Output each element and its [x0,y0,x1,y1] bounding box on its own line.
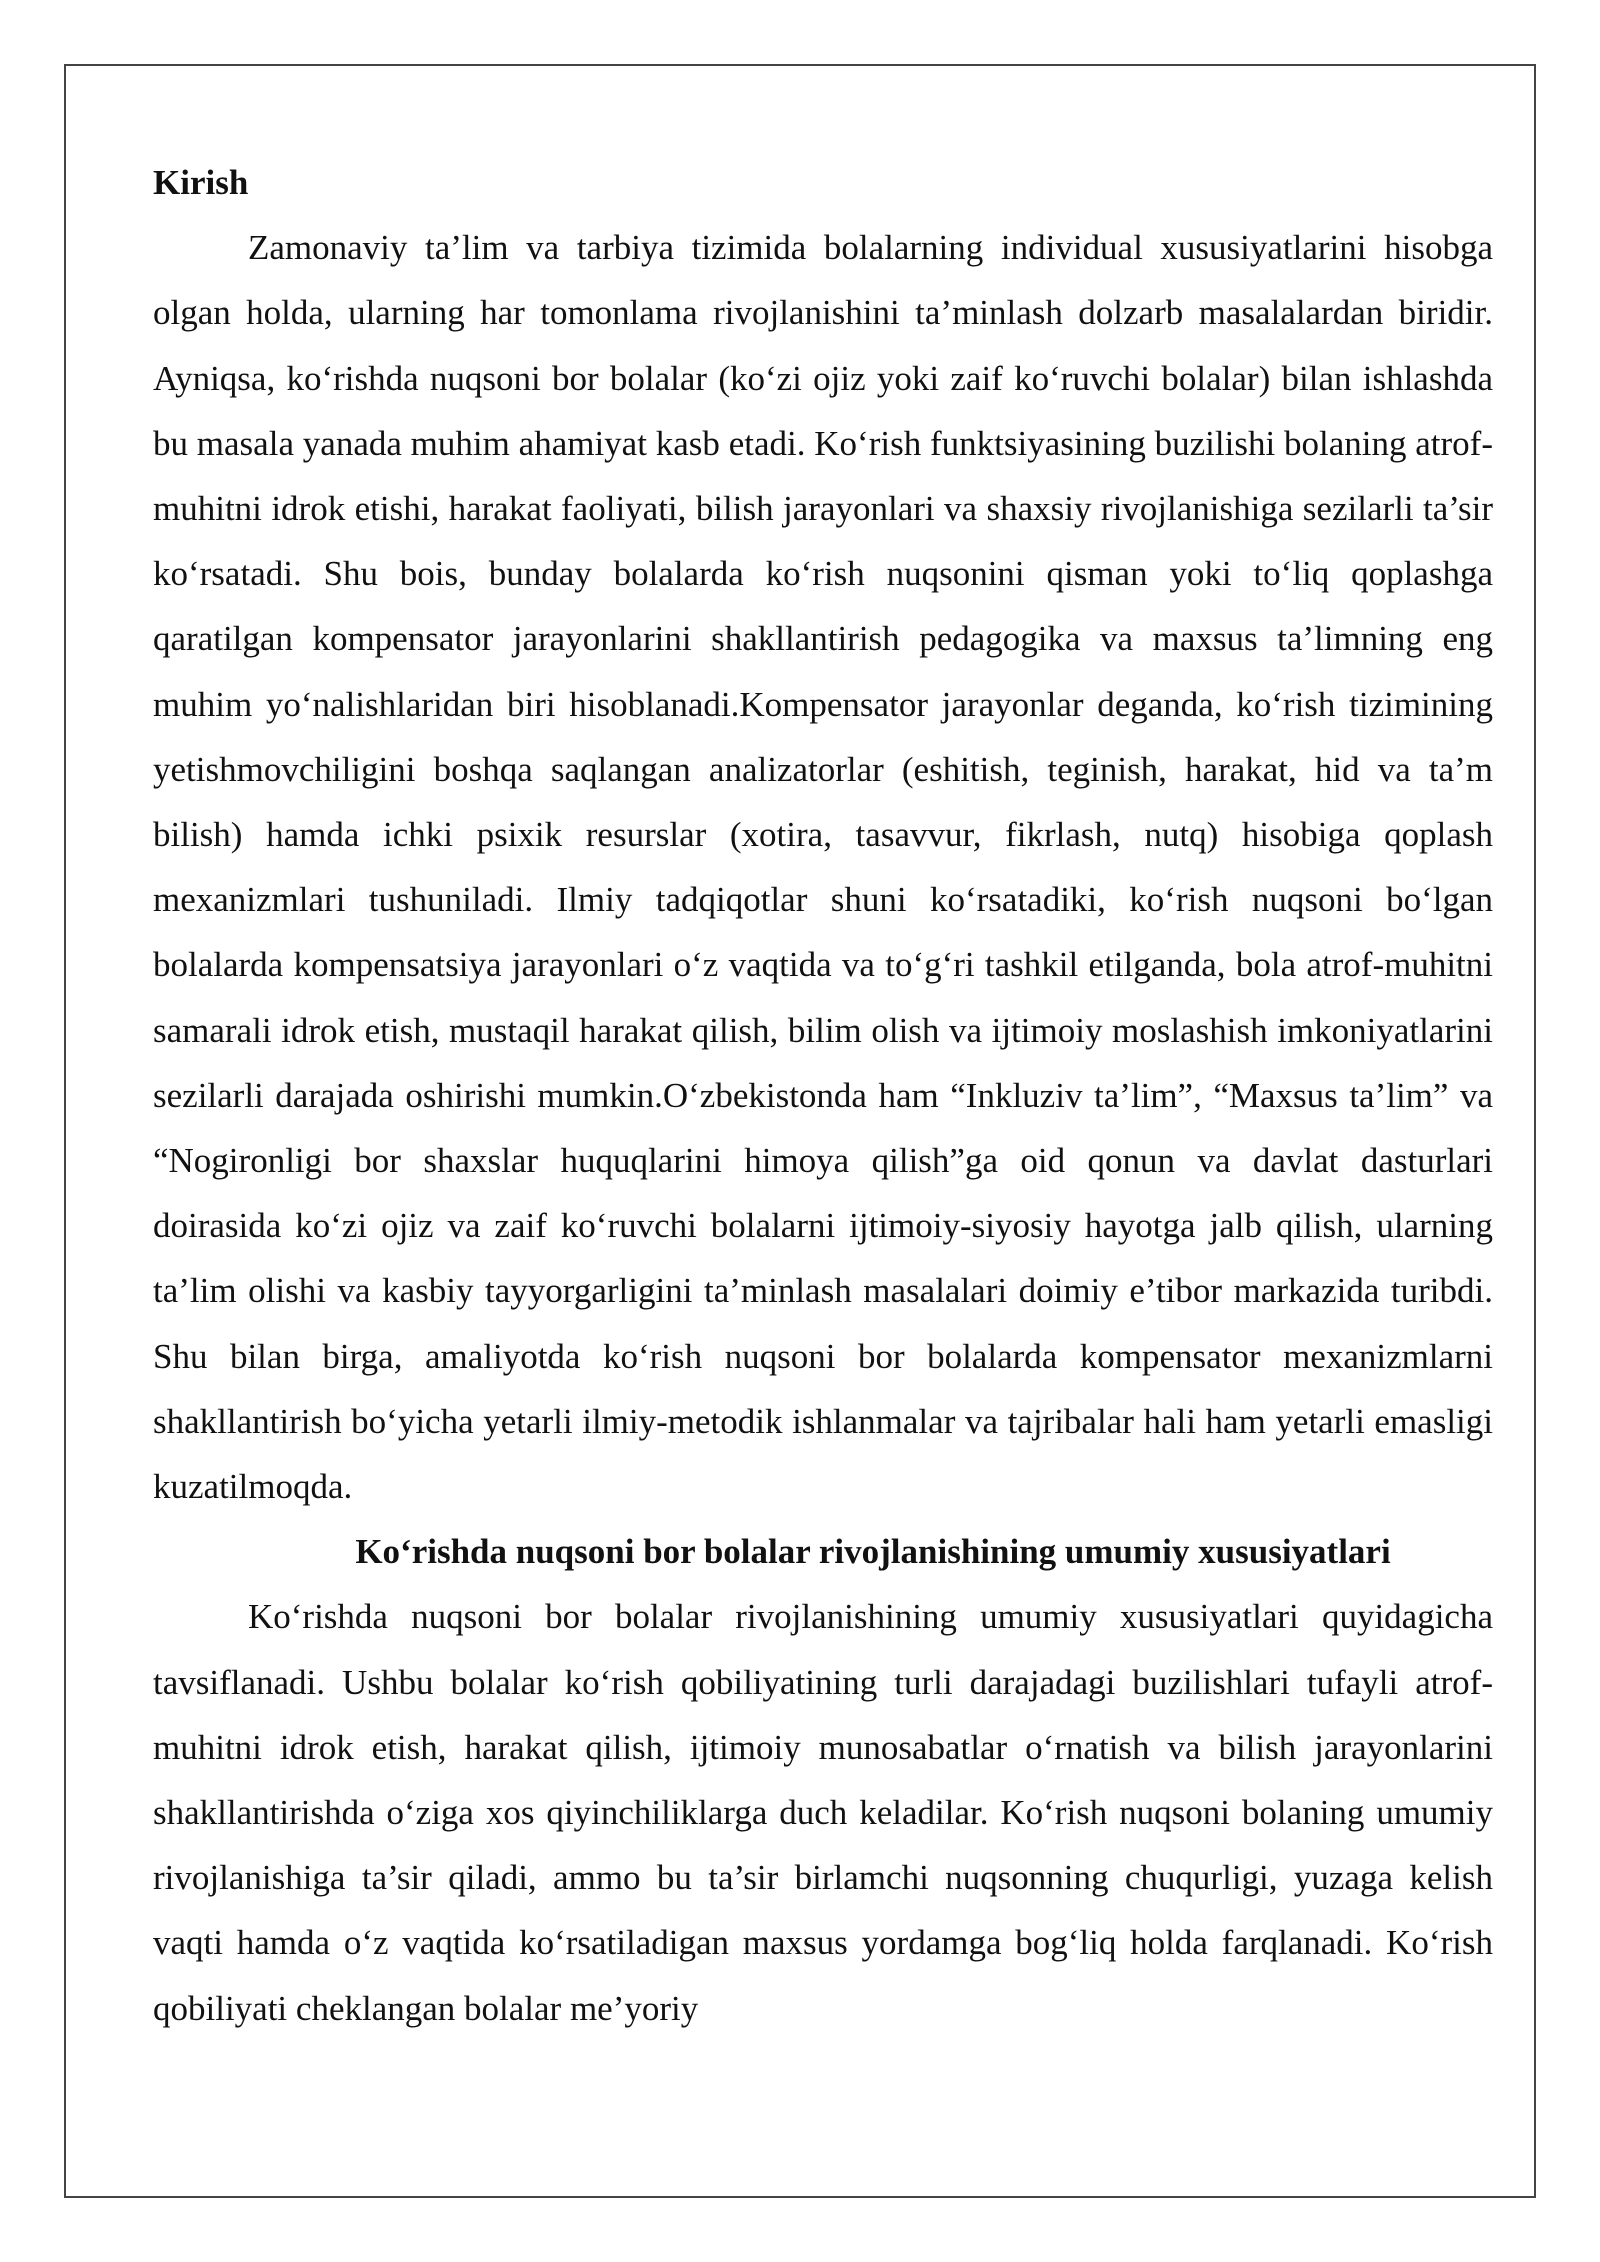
development-paragraph: Ko‘rishda nuqsoni bor bolalar rivojlanishining umumiy xususiyatlari quyidagicha tavsiflanadi. Ushbu bolalar ko‘rish qobiliyatining turli darajadagi buzilishlari tufayli atrof-muhitni idrok etish, harakat qilish, ijtimoiy munosabatlar o‘rnatish va bilish jarayonlarini shakllantirishda o‘ziga xos qiyinchiliklarga duch keladilar. Ko‘rish nuqsoni bolaning umumiy rivojlanishiga ta’sir qiladi, ammo bu ta’sir birlamchi nuqsonning chuqurligi, yuzaga kelish vaqti hamda o‘z vaqtida ko‘rsatiladigan maxsus yordamga bog‘liq holda farqlanadi. Ko‘rish qobiliyati cheklangan bolalar me’yoriy [153,1597,1493,2028]
section-heading-kirish: Kirish [153,163,249,202]
intro-paragraph: Zamonaviy ta’lim va tarbiya tizimida bolalarning individual xususiyatlarini hisobga olgan holda, ularning har tomonlama rivojlanishini ta’minlash dolzarb masalalardan biridir. Ayniqsa, ko‘rishda nuqsoni bor bolalar (ko‘zi ojiz yoki zaif ko‘ruvchi bolalar) bilan ishlashda bu masala yanada muhim ahamiyat kasb etadi. Ko‘rish funktsiyasining buzilishi bolaning atrof-muhitni idrok etishi, harakat faoliyati, bilish jarayonlari va shaxsiy rivojlanishiga sezilarli ta’sir ko‘rsatadi. Shu bois, bunday bolalarda ko‘rish nuqsonini qisman yoki to‘liq qoplashga qaratilgan kompensator jarayonlarini shakllantirish pedagogika va maxsus ta’limning eng muhim yo‘nalishlaridan biri hisoblanadi.Kompensator jarayonlar deganda, ko‘rish tizimining yetishmovchiligini boshqa saqlangan analizatorlar (eshitish, teginish, harakat, hid va ta’m bilish) hamda ichki psixik resurslar (xotira, tasavvur, fikrlash, nutq) hisobiga qoplash mexanizmlari tushuniladi. Ilmiy tadqiqotlar shuni ko‘rsatadiki, ko‘rish nuqsoni bo‘lgan bolalarda kompensatsiya jarayonlari o‘z vaqtida va to‘g‘ri tashkil etilganda, bola atrof-muhitni samarali idrok etish, mustaqil harakat qilish, bilim olish va ijtimoiy moslashish imkoniyatlarini sezilarli darajada oshirishi mumkin.O‘zbekistonda ham “Inkluziv ta’lim”, “Maxsus ta’lim” va “Nogironligi bor shaxslar huquqlarini himoya qilish”ga oid qonun va davlat dasturlari doirasida ko‘zi ojiz va zaif ko‘ruvchi bolalarni ijtimoiy-siyosiy hayotga jalb qilish, ularning ta’lim olishi va kasbiy tayyorgarligini ta’minlash masalalari doimiy e’tibor markazida turibdi. Shu bilan birga, amaliyotda ko‘rish nuqsoni bor bolalarda kompensator mexanizmlarni shakllantirish bo‘yicha yetarli ilmiy-metodik ishlanmalar va tajribalar hali ham yetarli emasligi kuzatilmoqda. [153,228,1493,1507]
section-heading-development: Ko‘rishda nuqsoni bor bolalar rivojlanishining umumiy xususiyatlari [355,1532,1391,1572]
document-body [153,150,1493,2041]
